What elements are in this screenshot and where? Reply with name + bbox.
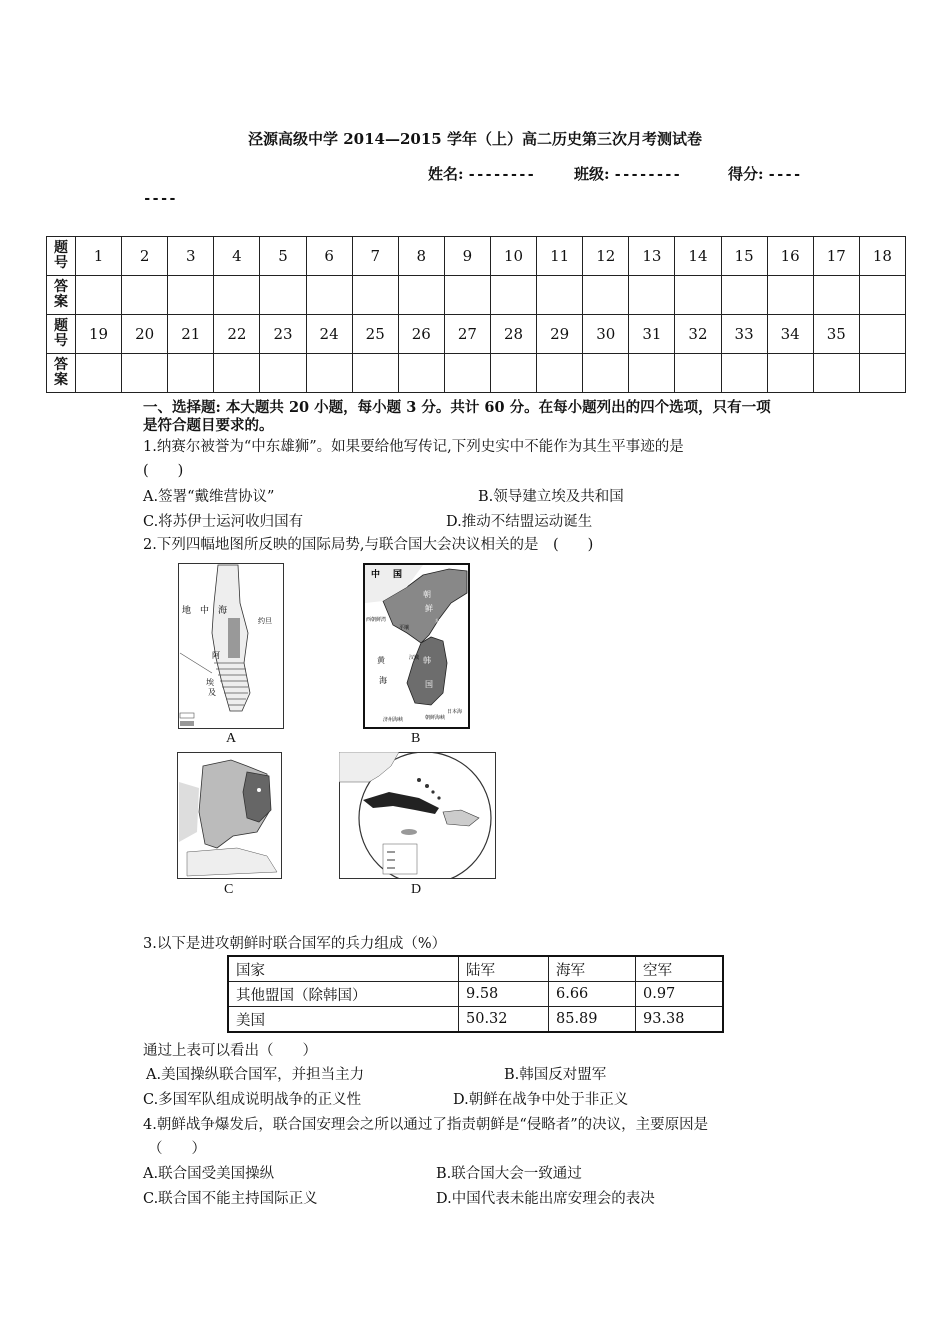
cell-country: 美国 (228, 1007, 459, 1033)
section-heading-cont: 是符合题目要求的。 (143, 417, 274, 434)
score-field (728, 163, 801, 184)
svg-text:及: 及 (208, 688, 216, 697)
question-number-cell: 1 (76, 237, 122, 276)
score-blank[interactable]: ---- (767, 167, 802, 183)
cell-country: 其他盟国（除韩国） (228, 982, 459, 1007)
answer-cell[interactable] (214, 354, 260, 393)
cell-army: 50.32 (459, 1007, 549, 1033)
q1-option-a[interactable]: A.签署“戴维营协议” (143, 489, 275, 505)
q3-option-c[interactable]: C.多国军队组成说明战争的正义性 (143, 1092, 362, 1108)
question-number-cell: 18 (859, 237, 905, 276)
answer-cell[interactable] (721, 276, 767, 315)
cell-navy: 85.89 (549, 1007, 636, 1033)
map-d (339, 752, 496, 879)
map-b (363, 563, 470, 729)
question-number-cell: 7 (352, 237, 398, 276)
answer-table (46, 236, 906, 393)
answer-cell[interactable] (767, 354, 813, 393)
question-number-label: 题号 (47, 237, 76, 276)
question-number-cell: 23 (260, 315, 306, 354)
answer-cell[interactable] (398, 276, 444, 315)
map-a-label: A (226, 731, 237, 746)
name-blank[interactable]: -------- (467, 167, 535, 183)
class-label: 班级: (574, 165, 610, 183)
answer-cell[interactable] (76, 354, 122, 393)
header-army: 陆军 (459, 956, 549, 982)
question-number-cell: 26 (398, 315, 444, 354)
map-a-graphic (178, 563, 284, 729)
answer-table-row (47, 354, 906, 393)
map-c-label: C (224, 882, 234, 897)
question-number-cell: 5 (260, 237, 306, 276)
answer-cell[interactable] (352, 276, 398, 315)
cell-airforce: 0.97 (636, 982, 724, 1007)
q1-stem: 1.纳赛尔被誉为“中东雄狮”。如果要给他写传记,下列史实中不能作为其生平事迹的是 (143, 439, 684, 455)
answer-table-row (47, 315, 906, 354)
empty-cell (859, 315, 905, 354)
question-number-label: 题号 (47, 315, 76, 354)
q1-option-c[interactable]: C.将苏伊士运河收归国有 (143, 514, 304, 530)
svg-text:约旦: 约旦 (258, 617, 272, 625)
q3-option-b[interactable]: B.韩国反对盟军 (504, 1067, 607, 1083)
cell-navy: 6.66 (549, 982, 636, 1007)
map-a (178, 563, 284, 729)
answer-table-row (47, 276, 906, 315)
q4-option-b[interactable]: B.联合国大会一致通过 (436, 1166, 582, 1182)
svg-text:黄: 黄 (377, 656, 385, 665)
answer-cell[interactable] (767, 276, 813, 315)
question-number-cell: 16 (767, 237, 813, 276)
answer-cell[interactable] (306, 354, 352, 393)
question-number-cell: 34 (767, 315, 813, 354)
answer-cell[interactable] (721, 354, 767, 393)
svg-text:阿: 阿 (212, 651, 220, 660)
score-label: 得分: (728, 165, 764, 183)
svg-text:埃: 埃 (206, 678, 214, 687)
q4-option-a[interactable]: A.联合国受美国操纵 (143, 1166, 275, 1182)
name-field (428, 163, 535, 184)
force-composition-table (227, 955, 724, 1033)
q4-stem: 4.朝鲜战争爆发后，联合国安理会之所以通过了指责朝鲜是“侵略者”的决议，主要原因是 (143, 1117, 709, 1133)
svg-text:汉城: 汉城 (409, 656, 420, 661)
answer-cell[interactable] (583, 354, 629, 393)
svg-text:国: 国 (425, 680, 433, 689)
svg-text:朝: 朝 (423, 590, 431, 599)
map-c (177, 752, 282, 879)
question-number-cell: 12 (583, 237, 629, 276)
map-c-graphic (177, 752, 282, 879)
q4-option-c[interactable]: C.联合国不能主持国际正义 (143, 1191, 318, 1207)
svg-text:朝鲜海峡: 朝鲜海峡 (425, 716, 446, 721)
svg-text:东朝鲜湾: 东朝鲜湾 (435, 620, 456, 625)
force-table-header (228, 956, 723, 982)
question-number-cell: 27 (444, 315, 490, 354)
answer-label: 答案 (47, 354, 76, 393)
question-number-cell: 8 (398, 237, 444, 276)
table-row (228, 1007, 723, 1033)
question-number-cell: 2 (122, 237, 168, 276)
answer-cell[interactable] (214, 276, 260, 315)
question-number-cell: 25 (352, 315, 398, 354)
header-airforce: 空军 (636, 956, 724, 982)
q4-option-d[interactable]: D.中国代表未能出席安理会的表决 (436, 1191, 655, 1207)
question-number-cell: 22 (214, 315, 260, 354)
question-number-cell: 33 (721, 315, 767, 354)
answer-cell[interactable] (352, 354, 398, 393)
q3-prompt: 通过上表可以看出（ ） (143, 1043, 317, 1059)
map-b-label: B (411, 731, 421, 746)
question-number-cell: 3 (168, 237, 214, 276)
question-number-cell: 17 (813, 237, 859, 276)
answer-cell[interactable] (629, 276, 675, 315)
answer-cell[interactable] (537, 276, 583, 315)
question-number-cell: 21 (168, 315, 214, 354)
question-number-cell: 14 (675, 237, 721, 276)
answer-cell[interactable] (490, 276, 536, 315)
svg-text:济州海峡: 济州海峡 (383, 718, 404, 723)
name-label: 姓名: (428, 165, 464, 183)
question-number-cell: 15 (721, 237, 767, 276)
answer-cell[interactable] (675, 276, 721, 315)
map-b-graphic (363, 563, 470, 729)
q4-paren: （ ） (148, 1141, 206, 1157)
svg-text:西朝鲜湾: 西朝鲜湾 (366, 618, 387, 623)
answer-cell[interactable] (260, 276, 306, 315)
question-number-cell: 31 (629, 315, 675, 354)
question-number-cell: 19 (76, 315, 122, 354)
answer-cell[interactable] (813, 354, 859, 393)
svg-text:地 中 海: 地 中 海 (182, 605, 228, 615)
answer-cell[interactable] (859, 354, 905, 393)
question-number-cell: 13 (629, 237, 675, 276)
answer-label: 答案 (47, 276, 76, 315)
answer-cell[interactable] (76, 276, 122, 315)
answer-cell[interactable] (122, 276, 168, 315)
svg-text:日本海: 日本海 (447, 710, 463, 715)
question-number-cell: 20 (122, 315, 168, 354)
question-number-cell: 4 (214, 237, 260, 276)
answer-cell[interactable] (168, 276, 214, 315)
svg-text:鲜: 鲜 (425, 604, 433, 613)
answer-cell[interactable] (537, 354, 583, 393)
answer-cell[interactable] (490, 354, 536, 393)
q3-option-a[interactable]: A.美国操纵联合国军，并担当主力 (146, 1067, 365, 1083)
answer-cell[interactable] (306, 276, 352, 315)
answer-cell[interactable] (629, 354, 675, 393)
question-number-cell: 10 (490, 237, 536, 276)
table-row (228, 982, 723, 1007)
question-number-cell: 11 (537, 237, 583, 276)
svg-text:中: 中 (371, 569, 381, 579)
class-field (574, 163, 681, 184)
q1-option-b[interactable]: B.领导建立埃及共和国 (478, 489, 624, 505)
section-heading: 一、选择题: 本大题共 20 小题，每小题 3 分。共计 60 分。在每小题列出的四个选项，只有一项 (143, 399, 771, 416)
answer-cell[interactable] (444, 276, 490, 315)
svg-text:国: 国 (393, 569, 403, 579)
answer-cell[interactable] (444, 354, 490, 393)
question-number-cell: 9 (444, 237, 490, 276)
map-d-graphic (339, 752, 496, 879)
answer-cell[interactable] (859, 276, 905, 315)
q2-stem: 2.下列四幅地图所反映的国际局势,与联合国大会决议相关的是 ( ) (143, 537, 594, 553)
cell-army: 9.58 (459, 982, 549, 1007)
svg-text:平壤: 平壤 (399, 626, 410, 631)
answer-cell[interactable] (398, 354, 444, 393)
svg-text:韩: 韩 (423, 656, 431, 665)
q1-option-d[interactable]: D.推动不结盟运动诞生 (446, 514, 593, 530)
question-number-cell: 32 (675, 315, 721, 354)
answer-cell[interactable] (813, 276, 859, 315)
q1-paren: ( ) (143, 463, 184, 479)
question-number-cell: 6 (306, 237, 352, 276)
question-number-cell: 24 (306, 315, 352, 354)
question-number-cell: 29 (537, 315, 583, 354)
svg-text:海: 海 (379, 676, 387, 685)
page-title: 泾源高级中学 2014—2015 学年（上）高二历史第三次月考测试卷 (248, 130, 702, 148)
answer-cell[interactable] (583, 276, 629, 315)
cell-airforce: 93.38 (636, 1007, 724, 1033)
answer-table-row (47, 237, 906, 276)
map-d-label: D (411, 882, 422, 897)
answer-cell[interactable] (168, 354, 214, 393)
q3-option-d[interactable]: D.朝鲜在战争中处于非正义 (453, 1092, 629, 1108)
question-number-cell: 30 (583, 315, 629, 354)
class-blank[interactable]: -------- (613, 167, 681, 183)
answer-cell[interactable] (122, 354, 168, 393)
question-number-cell: 28 (490, 315, 536, 354)
score-blank-wrap: ---- (143, 191, 177, 207)
question-number-cell: 35 (813, 315, 859, 354)
header-navy: 海军 (549, 956, 636, 982)
header-country: 国家 (228, 956, 459, 982)
answer-cell[interactable] (260, 354, 306, 393)
answer-cell[interactable] (675, 354, 721, 393)
q3-stem: 3.以下是进攻朝鲜时联合国军的兵力组成（%） (143, 936, 447, 952)
